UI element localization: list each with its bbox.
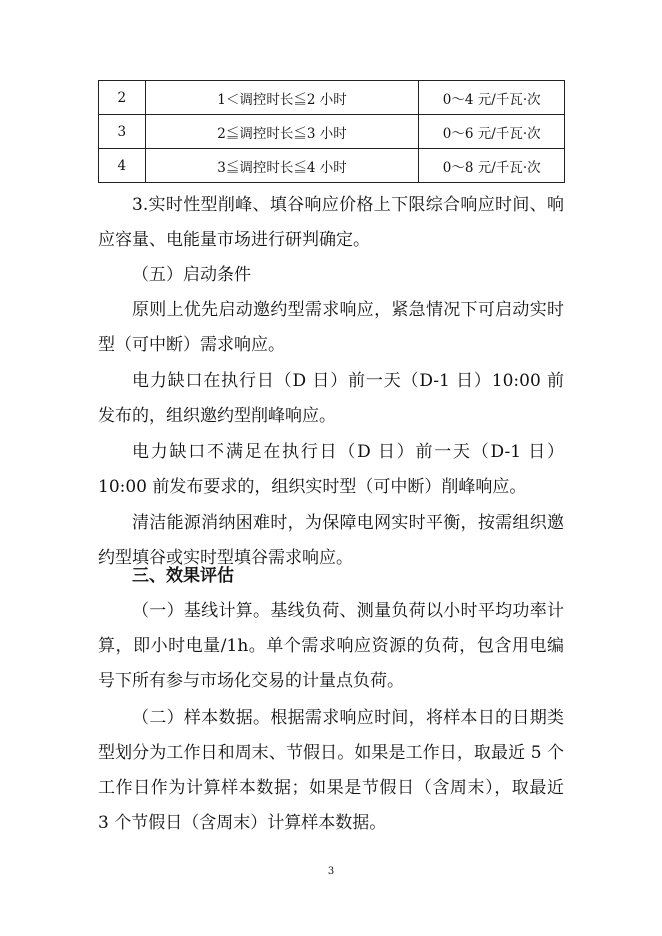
table-cell-price: 0～4 元/千瓦·次: [419, 81, 565, 115]
price-table: [98, 80, 565, 183]
table-cell-duration: 3≦调控时长≦4 小时: [145, 149, 419, 183]
table-row: [99, 149, 565, 183]
table-row: [99, 81, 565, 115]
table-row: [99, 115, 565, 149]
paragraph-baseline: （一）基线计算。基线负荷、测量负荷以小时平均功率计算，即小时电量/1h。单个需求响应资源的负荷，包含用电编号下所有参与市场化交易的计量点负荷。: [98, 601, 564, 691]
section-title-startup-conditions: （五）启动条件: [132, 265, 251, 285]
table-cell-level: 2: [99, 81, 146, 115]
table-cell-price: 0～6 元/千瓦·次: [419, 115, 565, 149]
page-number: 3: [327, 866, 335, 877]
paragraph-principle: 原则上优先启动邀约型需求响应，紧急情况下可启动实时型（可中断）需求响应。: [98, 300, 564, 355]
table-cell-level: 3: [99, 115, 146, 149]
paragraph-power-gap-invited: 电力缺口在执行日（D 日）前一天（D-1 日）10:00 前发布的，组织邀约型削峰响应。: [98, 371, 564, 426]
table-cell-price: 0～8 元/千瓦·次: [419, 149, 565, 183]
table-cell-level: 4: [99, 149, 146, 183]
table-cell-duration: 2≦调控时长≦3 小时: [145, 115, 419, 149]
paragraph-sample-data: （二）样本数据。根据需求响应时间，将样本日的日期类型划分为工作日和周末、节假日。如果是工作日，取最近 5 个工作日作为计算样本数据；如果是节假日（含周末），取最近 3 个节假日（含周末）计算样本数据。: [98, 708, 564, 833]
paragraph-clean-energy: 清洁能源消纳困难时，为保障电网实时平衡，按需组织邀约型填谷或实时型填谷需求响应。: [98, 513, 564, 568]
table-cell-duration: 1＜调控时长≦2 小时: [145, 81, 419, 115]
paragraph-price-limits: 3.实时性型削峰、填谷响应价格上下限综合响应时间、响应容量、电能量市场进行研判确定。: [98, 195, 564, 250]
section-title-effect-evaluation: 三、效果评估: [132, 566, 234, 586]
paragraph-power-gap-realtime: 电力缺口不满足在执行日（D 日）前一天（D-1 日）10:00 前发布要求的，组织实时型（可中断）削峰响应。: [98, 442, 564, 497]
